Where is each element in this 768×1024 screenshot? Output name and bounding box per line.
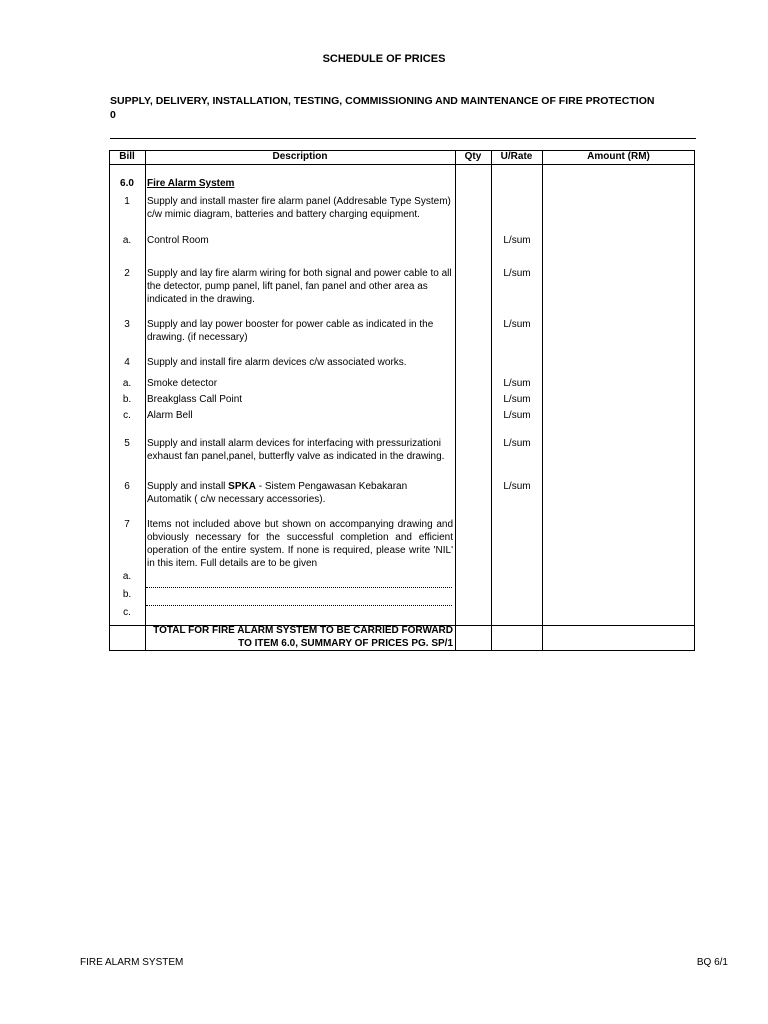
section-number: 6.0 [120,178,134,189]
item-number: b. [122,589,132,600]
header-rule [110,138,696,139]
item-number: b. [122,394,132,405]
column-divider-description [455,150,456,651]
item-rate: L/sum [503,410,531,421]
item-description: Supply and lay power booster for power cable as indicated in the drawing. (if necessary) [147,319,434,343]
item-rate: L/sum [503,235,531,246]
item-rate: L/sum [503,319,531,330]
item-rate: L/sum [503,268,531,279]
item-description: Supply and install alarm devices for interfacing with pressurizationi exhaust fan panel,panel, butterfly valve as indicated in the drawing. [147,438,445,462]
item-rate: L/sum [503,438,531,449]
column-divider-rate [542,150,543,651]
item-number: c. [123,607,131,618]
subtitle-line-2: 0 [110,109,116,121]
item-description: Smoke detector [147,378,218,389]
header-amount: Amount (RM) [587,151,650,162]
item-description: Control Room [147,235,209,246]
item-rate: L/sum [503,481,531,492]
item-number: 4 [124,357,130,368]
item-description: Supply and install fire alarm devices c/w associated works. [147,357,407,368]
item-number: c. [123,410,131,421]
document-subtitle [110,94,654,122]
item-description: Alarm Bell [147,410,193,421]
header-qty: Qty [464,151,482,162]
footer-page-number: BQ 6/1 [696,957,728,968]
fill-in-line [146,587,452,588]
item-number: a. [122,235,132,246]
footer-section-name: FIRE ALARM SYSTEM [80,957,184,968]
item-text-pre: Supply and install [147,481,229,492]
item-description: Supply and install master fire alarm panel (Addresable Type System) c/w mimic diagram, batteries and battery charging equipment. [147,196,451,220]
fill-in-line [146,605,452,606]
item-description: Items not included above but shown on accompanying drawing and obviously necessary for the successful completion and efficient operation of the entire system. If none is required, please write 'NIL' in this item. Full details are to be given [147,519,453,569]
header-description: Description [272,151,328,162]
subtitle-line-1: SUPPLY, DELIVERY, INSTALLATION, TESTING, COMMISSIONING AND MAINTENANCE OF FIRE PROTECTION [110,95,655,107]
item-number: a. [122,378,132,389]
item-number: 3 [124,319,130,330]
header-divider [109,164,695,165]
item-number: 2 [124,268,130,279]
total-line-2: TO ITEM 6.0, SUMMARY OF PRICES PG. SP/1 [238,638,453,649]
item-number: 1 [124,196,130,207]
item-rate: L/sum [503,378,531,389]
header-bill: Bill [119,151,135,162]
header-rate: U/Rate [500,151,533,162]
document-title: SCHEDULE OF PRICES [322,53,446,65]
column-divider-bill [145,150,146,651]
item-description: Supply and lay fire alarm wiring for both signal and power cable to all the detector, pump panel, lift panel, fan panel and other area as indicated in the drawing. [147,268,452,305]
item-text-bold: SPKA [228,481,256,492]
item-description [147,480,453,506]
item-number: 6 [124,481,130,492]
total-line-1: TOTAL FOR FIRE ALARM SYSTEM TO BE CARRIED FORWARD [153,625,453,636]
item-number: 5 [124,438,130,449]
section-title: Fire Alarm System [147,178,235,189]
price-schedule-table [109,150,695,651]
item-number: 7 [124,519,130,530]
item-text-post: - Sistem Pengawasan Kebakaran Automatik ( c/w necessary accessories). [147,481,408,505]
item-description: Breakglass Call Point [147,394,243,405]
item-rate: L/sum [503,394,531,405]
item-number: a. [122,571,132,582]
